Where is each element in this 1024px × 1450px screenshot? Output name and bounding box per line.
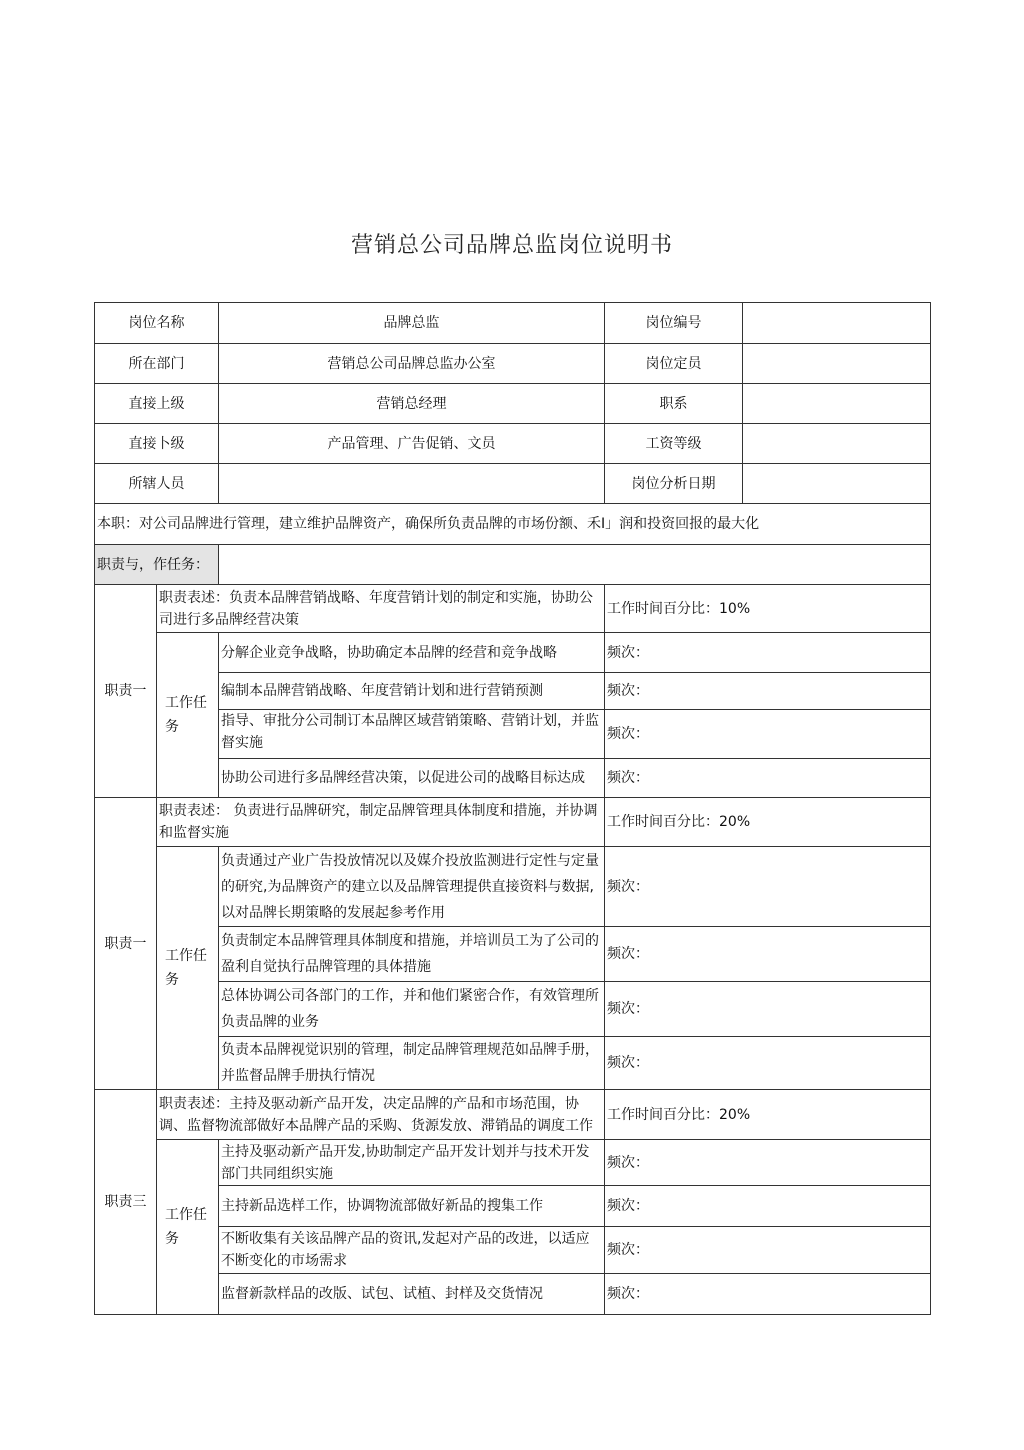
duties-header-blank bbox=[219, 545, 931, 585]
info-label: 直接卜级 bbox=[95, 424, 219, 464]
duty-desc-row bbox=[95, 585, 931, 633]
document-title: 营销总公司品牌总监岗位说明书 bbox=[350, 233, 673, 258]
task-row bbox=[95, 1274, 931, 1315]
task-text: 负责本品牌视觉识别的管理，制定品牌管理规范如品牌手册，并监督品牌手册执行情况 bbox=[219, 1037, 605, 1090]
duty-label: 职责一 bbox=[95, 798, 157, 1090]
frequency: 频次： bbox=[605, 1274, 931, 1315]
time-percentage: 工作时间百分比：20% bbox=[605, 798, 931, 847]
task-row bbox=[95, 633, 931, 673]
duty-description: 职责表述： 负责进行品牌研究，制定品牌管理具体制度和措施，并协调和监督实施 bbox=[157, 798, 605, 847]
task-text: 负责通过产业广告投放情况以及媒介投放监测进行定性与定量的研究,为品牌资产的建立以及品牌管理提供直接资料与数据,以对品牌长期策略的发展起参考作用 bbox=[219, 847, 605, 927]
frequency: 频次： bbox=[605, 982, 931, 1037]
duty-description: 职责表述：负责本品牌营销战略、年度营销计划的制定和实施，协助公司进行多品牌经营决策 bbox=[157, 585, 605, 633]
info-label: 岗位名称 bbox=[95, 303, 219, 344]
info-label: 工资等级 bbox=[605, 424, 743, 464]
frequency: 频次： bbox=[605, 710, 931, 759]
duties-header: 职责与，作任务： bbox=[95, 545, 219, 585]
info-value bbox=[219, 464, 605, 504]
duty-desc-row bbox=[95, 1090, 931, 1140]
frequency: 频次： bbox=[605, 759, 931, 798]
summary-row bbox=[95, 504, 931, 545]
task-text: 分解企业竞争战略，协助确定本品牌的经营和竞争战略 bbox=[219, 633, 605, 673]
info-value bbox=[743, 384, 931, 424]
task-row bbox=[95, 759, 931, 798]
info-label: 岗位编号 bbox=[605, 303, 743, 344]
frequency: 频次： bbox=[605, 847, 931, 927]
info-value: 产品管理、广告促销、文员 bbox=[219, 424, 605, 464]
duty-description: 职责表述：主持及驱动新产品开发，决定品牌的产品和市场范围，协调、监督物流部做好本品牌产品的采购、货源发放、滞销品的调度工作 bbox=[157, 1090, 605, 1140]
task-row bbox=[95, 710, 931, 759]
info-value bbox=[743, 303, 931, 344]
task-row bbox=[95, 847, 931, 927]
duty-desc-row bbox=[95, 798, 931, 847]
duties-header-row bbox=[95, 545, 931, 585]
info-value bbox=[743, 464, 931, 504]
frequency: 频次： bbox=[605, 1186, 931, 1227]
info-row bbox=[95, 424, 931, 464]
task-row bbox=[95, 1140, 931, 1186]
info-row bbox=[95, 464, 931, 504]
task-text: 协助公司进行多品牌经营决策，以促进公司的战略目标达成 bbox=[219, 759, 605, 798]
task-row bbox=[95, 673, 931, 710]
task-text: 负责制定本品牌管理具体制度和措施，并培训员工为了公司的盈利自觉执行品牌管理的具体措施 bbox=[219, 927, 605, 982]
frequency: 频次： bbox=[605, 1037, 931, 1090]
task-text: 指导、审批分公司制订本品牌区域营销策略、营销计划，并监督实施 bbox=[219, 710, 605, 759]
info-value: 营销总公司品牌总监办公室 bbox=[219, 344, 605, 384]
task-label: 工作任务 bbox=[157, 633, 219, 798]
task-label: 工作任务 bbox=[157, 847, 219, 1090]
info-value bbox=[743, 424, 931, 464]
task-text: 主持新品选样工作，协调物流部做好新品的搜集工作 bbox=[219, 1186, 605, 1227]
responsibility-summary: 本职：对公司品牌进行管理，建立维护品牌资产，确保所负责品牌的市场份额、禾Ⅰ」润和投资回报的最大化 bbox=[95, 504, 931, 545]
task-row bbox=[95, 1037, 931, 1090]
info-row bbox=[95, 344, 931, 384]
task-row bbox=[95, 1227, 931, 1274]
time-percentage: 工作时间百分比：10% bbox=[605, 585, 931, 633]
info-row bbox=[95, 303, 931, 344]
task-row bbox=[95, 927, 931, 982]
frequency: 频次： bbox=[605, 633, 931, 673]
task-text: 总体协调公司各部门的工作，并和他们紧密合作，有效管理所负责品牌的业务 bbox=[219, 982, 605, 1037]
info-label: 所在部门 bbox=[95, 344, 219, 384]
info-value: 品牌总监 bbox=[219, 303, 605, 344]
info-label: 岗位分析日期 bbox=[605, 464, 743, 504]
frequency: 频次： bbox=[605, 1140, 931, 1186]
task-text: 不断收集有关该品牌产品的资讯,发起对产品的改进，以适应不断变化的市场需求 bbox=[219, 1227, 605, 1274]
job-description-table bbox=[94, 302, 931, 1315]
info-value: 营销总经理 bbox=[219, 384, 605, 424]
info-label: 直接上级 bbox=[95, 384, 219, 424]
info-label: 岗位定员 bbox=[605, 344, 743, 384]
time-percentage: 工作时间百分比：20% bbox=[605, 1090, 931, 1140]
task-text: 监督新款样品的改版、试包、试植、封样及交货情况 bbox=[219, 1274, 605, 1315]
info-label: 职系 bbox=[605, 384, 743, 424]
frequency: 频次： bbox=[605, 927, 931, 982]
duty-label: 职责一 bbox=[95, 585, 157, 798]
task-row bbox=[95, 1186, 931, 1227]
task-text: 主持及驱动新产品开发,协助制定产品开发计划并与技术开发部门共同组织实施 bbox=[219, 1140, 605, 1186]
info-label: 所辖人员 bbox=[95, 464, 219, 504]
duty-label: 职责三 bbox=[95, 1090, 157, 1315]
task-row bbox=[95, 982, 931, 1037]
frequency: 频次： bbox=[605, 673, 931, 710]
task-text: 编制本品牌营销战略、年度营销计划和进行营销预测 bbox=[219, 673, 605, 710]
task-label: 工作任务 bbox=[157, 1140, 219, 1315]
info-value bbox=[743, 344, 931, 384]
frequency: 频次： bbox=[605, 1227, 931, 1274]
info-row bbox=[95, 384, 931, 424]
